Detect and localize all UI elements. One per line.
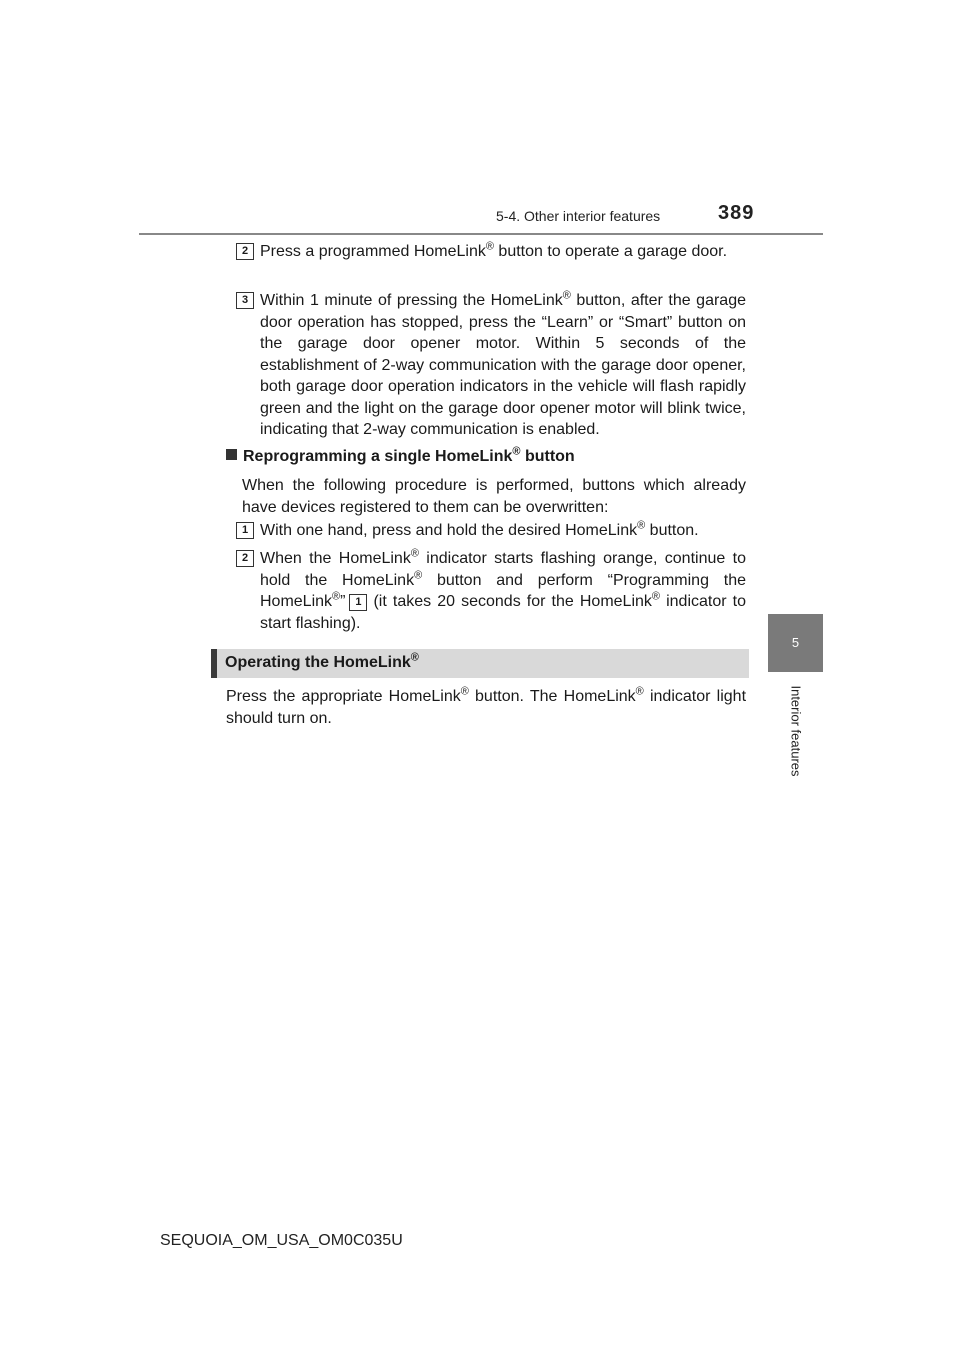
- operating-paragraph: [226, 686, 746, 729]
- step-text: Press a programmed HomeLink: [260, 243, 486, 260]
- step-text: (it takes 20 seconds for the HomeLink: [373, 593, 652, 610]
- registered-mark: ®: [562, 289, 571, 302]
- registered-mark: ®: [410, 547, 419, 560]
- body-text: button. The HomeLink: [468, 688, 636, 705]
- step-number-box: 2: [236, 243, 254, 260]
- registered-mark: ®: [332, 590, 341, 603]
- reprogram-intro: When the following procedure is performed, buttons which already have devices registered to them can be overwritten:: [242, 477, 746, 516]
- body-text: indicator light should turn on.: [226, 688, 747, 727]
- header-section-title: 5-4. Other interior features: [496, 208, 661, 224]
- registered-mark: ®: [635, 685, 644, 698]
- chapter-label-text: Interior features: [788, 685, 803, 777]
- step-text: button and perform “Programming the HomeLink: [260, 571, 746, 610]
- registered-mark: ®: [460, 685, 469, 698]
- step-text: With one hand, press and hold the desired HomeLink: [260, 522, 638, 539]
- chapter-tab-number: 5: [768, 614, 823, 672]
- step-text: button.: [645, 522, 699, 539]
- registered-mark: ®: [651, 590, 660, 603]
- step-number-box: 2: [236, 550, 254, 567]
- chapter-tab-label: [770, 676, 821, 786]
- reprogram-heading: [226, 445, 575, 466]
- section-title: Operating the HomeLink: [225, 654, 411, 671]
- step-text: button to operate a garage door.: [493, 243, 728, 260]
- step-text: indicator starts flashing orange, continue to hold the HomeLink: [260, 550, 746, 589]
- step-text: button, after the garage door operation has stopped, press the “Learn” or “Smart” button on the garage door opener motor. Within 5 seconds of the establishment of 2-way communication with the garage door opener, both garage door operation indicators in the vehicle will flash rapidly green and the light on the garage door opener motor will blink twice, indicating that 2-way communication is enabled.: [260, 292, 746, 438]
- body-text: Press the appropriate HomeLink: [226, 688, 461, 705]
- step-text: indicator to start flashing).: [260, 593, 746, 632]
- step-reference-box[interactable]: 1: [349, 594, 367, 611]
- registered-mark: ®: [637, 519, 646, 532]
- step-number-box: 3: [236, 292, 254, 309]
- operating-section-bar: [211, 649, 749, 678]
- header-rule: [139, 233, 823, 235]
- bullet-square-icon: [226, 449, 237, 460]
- page-number: 389: [718, 202, 755, 224]
- step-3-two-way-communication: [236, 290, 746, 441]
- footer-code: SEQUOIA_OM_USA_OM0C035U: [160, 1232, 403, 1249]
- registered-mark: ®: [414, 569, 423, 582]
- reprogram-step-1: [236, 520, 746, 542]
- heading-text: button: [520, 448, 575, 465]
- step-text: When the HomeLink: [260, 550, 411, 567]
- step-2-press-button: [236, 241, 746, 263]
- registered-mark: ®: [512, 445, 521, 458]
- step-number-box: 1: [236, 522, 254, 539]
- registered-mark: ®: [410, 651, 419, 664]
- reprogram-step-2: [236, 548, 746, 634]
- step-text: Within 1 minute of pressing the HomeLink: [260, 292, 563, 309]
- step-text: ”: [340, 593, 346, 610]
- registered-mark: ®: [485, 240, 494, 253]
- section-accent: [211, 649, 217, 678]
- heading-text: Reprogramming a single HomeLink: [243, 448, 513, 465]
